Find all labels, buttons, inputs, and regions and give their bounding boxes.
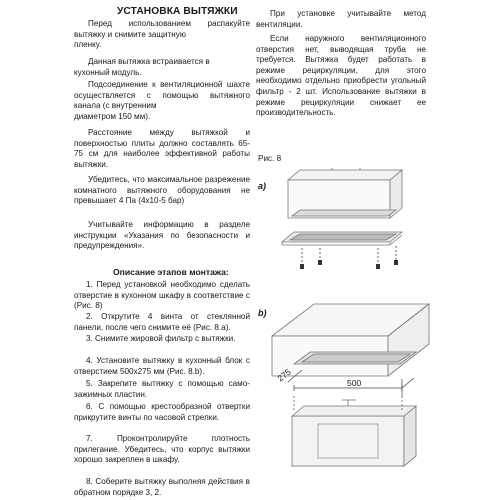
step-2: 2. Открутите 4 винта от стеклянной панели, после чего снимите её (Рис. 8.а). xyxy=(74,312,250,332)
figure-a-drawing xyxy=(270,168,420,278)
step-4: 4. Установите вытяжку в кухонный блок с отверстием 500x275 мм (Рис. 8.b). xyxy=(74,356,250,376)
paragraph-ventilation-method: При установке учитывайте метод вентиляции. xyxy=(256,9,426,29)
figure-caption: Рис. 8 xyxy=(258,154,282,163)
paragraph-safety: Учитывайте информацию в разделе инструкции «Указания по безопасности и предупреждения». xyxy=(74,220,250,251)
step-7: 7. Проконтролируйте плотность прилегание. Убедитесь, что корпус вытяжки хорошо закреплен в шкафу. xyxy=(74,434,250,465)
figure-b-drawing xyxy=(264,296,434,496)
paragraph-unpack: Перед использованием распакуйте вытяжку и снимите защитную пленку. xyxy=(74,19,250,50)
paragraph-pressure: Убедитесь, что максимальное разрежение комнатного вытяжного оборудования не превышает 4 Па (4x10-5 бар) xyxy=(74,175,250,206)
step-8: 8. Соберите вытяжку выполняя действия в обратном порядке 3, 2. xyxy=(74,477,250,497)
step-1: 1. Перед установкой необходимо сделать отверстие в кухонном шкафу в соответствие с (Рис. 8) xyxy=(74,280,250,311)
figure-a-label: a) xyxy=(258,181,267,191)
step-3: 3. Снимите жировой фильтр с вытяжки. xyxy=(86,334,236,343)
dimension-275: 275 xyxy=(275,366,293,384)
paragraph-distance: Расстояние между вытяжкой и поверхностью плиты должно составлять 65-75 см для наиболее эффективной работы вытяжки. xyxy=(74,128,250,169)
section-subtitle: Описание этапов монтажа: xyxy=(113,267,229,277)
dimension-500: 500 xyxy=(347,378,362,388)
paragraph-connection: Подсоединение к вентиляционной шахте осуществляется с помощью вытяжного канала (с внутренним диаметром 150 мм). xyxy=(74,80,250,121)
step-6: 6. С помощью крестообразной отвертки прикрутите винты по часовой стрелки. xyxy=(74,402,250,422)
step-5: 5. Закрепите вытяжку с помощью само-зажимных пластин. xyxy=(74,379,250,399)
page-title: УСТАНОВКА ВЫТЯЖКИ xyxy=(117,6,238,17)
paragraph-recirculation: Если наружного вентиляционного отверстия нет, выводящая труба не требуется. Вытяжка будет работать в режиме рециркуляции, для этого необходимо отдельно приобрести угольный фильтр - 2 шт. Использование вытяжки в режиме рециркуляции снижает ее производительность. xyxy=(256,34,426,118)
paragraph-built-in: Данная вытяжка встраивается в кухонный модуль. xyxy=(74,57,210,77)
figure-b-label: b) xyxy=(258,308,267,318)
